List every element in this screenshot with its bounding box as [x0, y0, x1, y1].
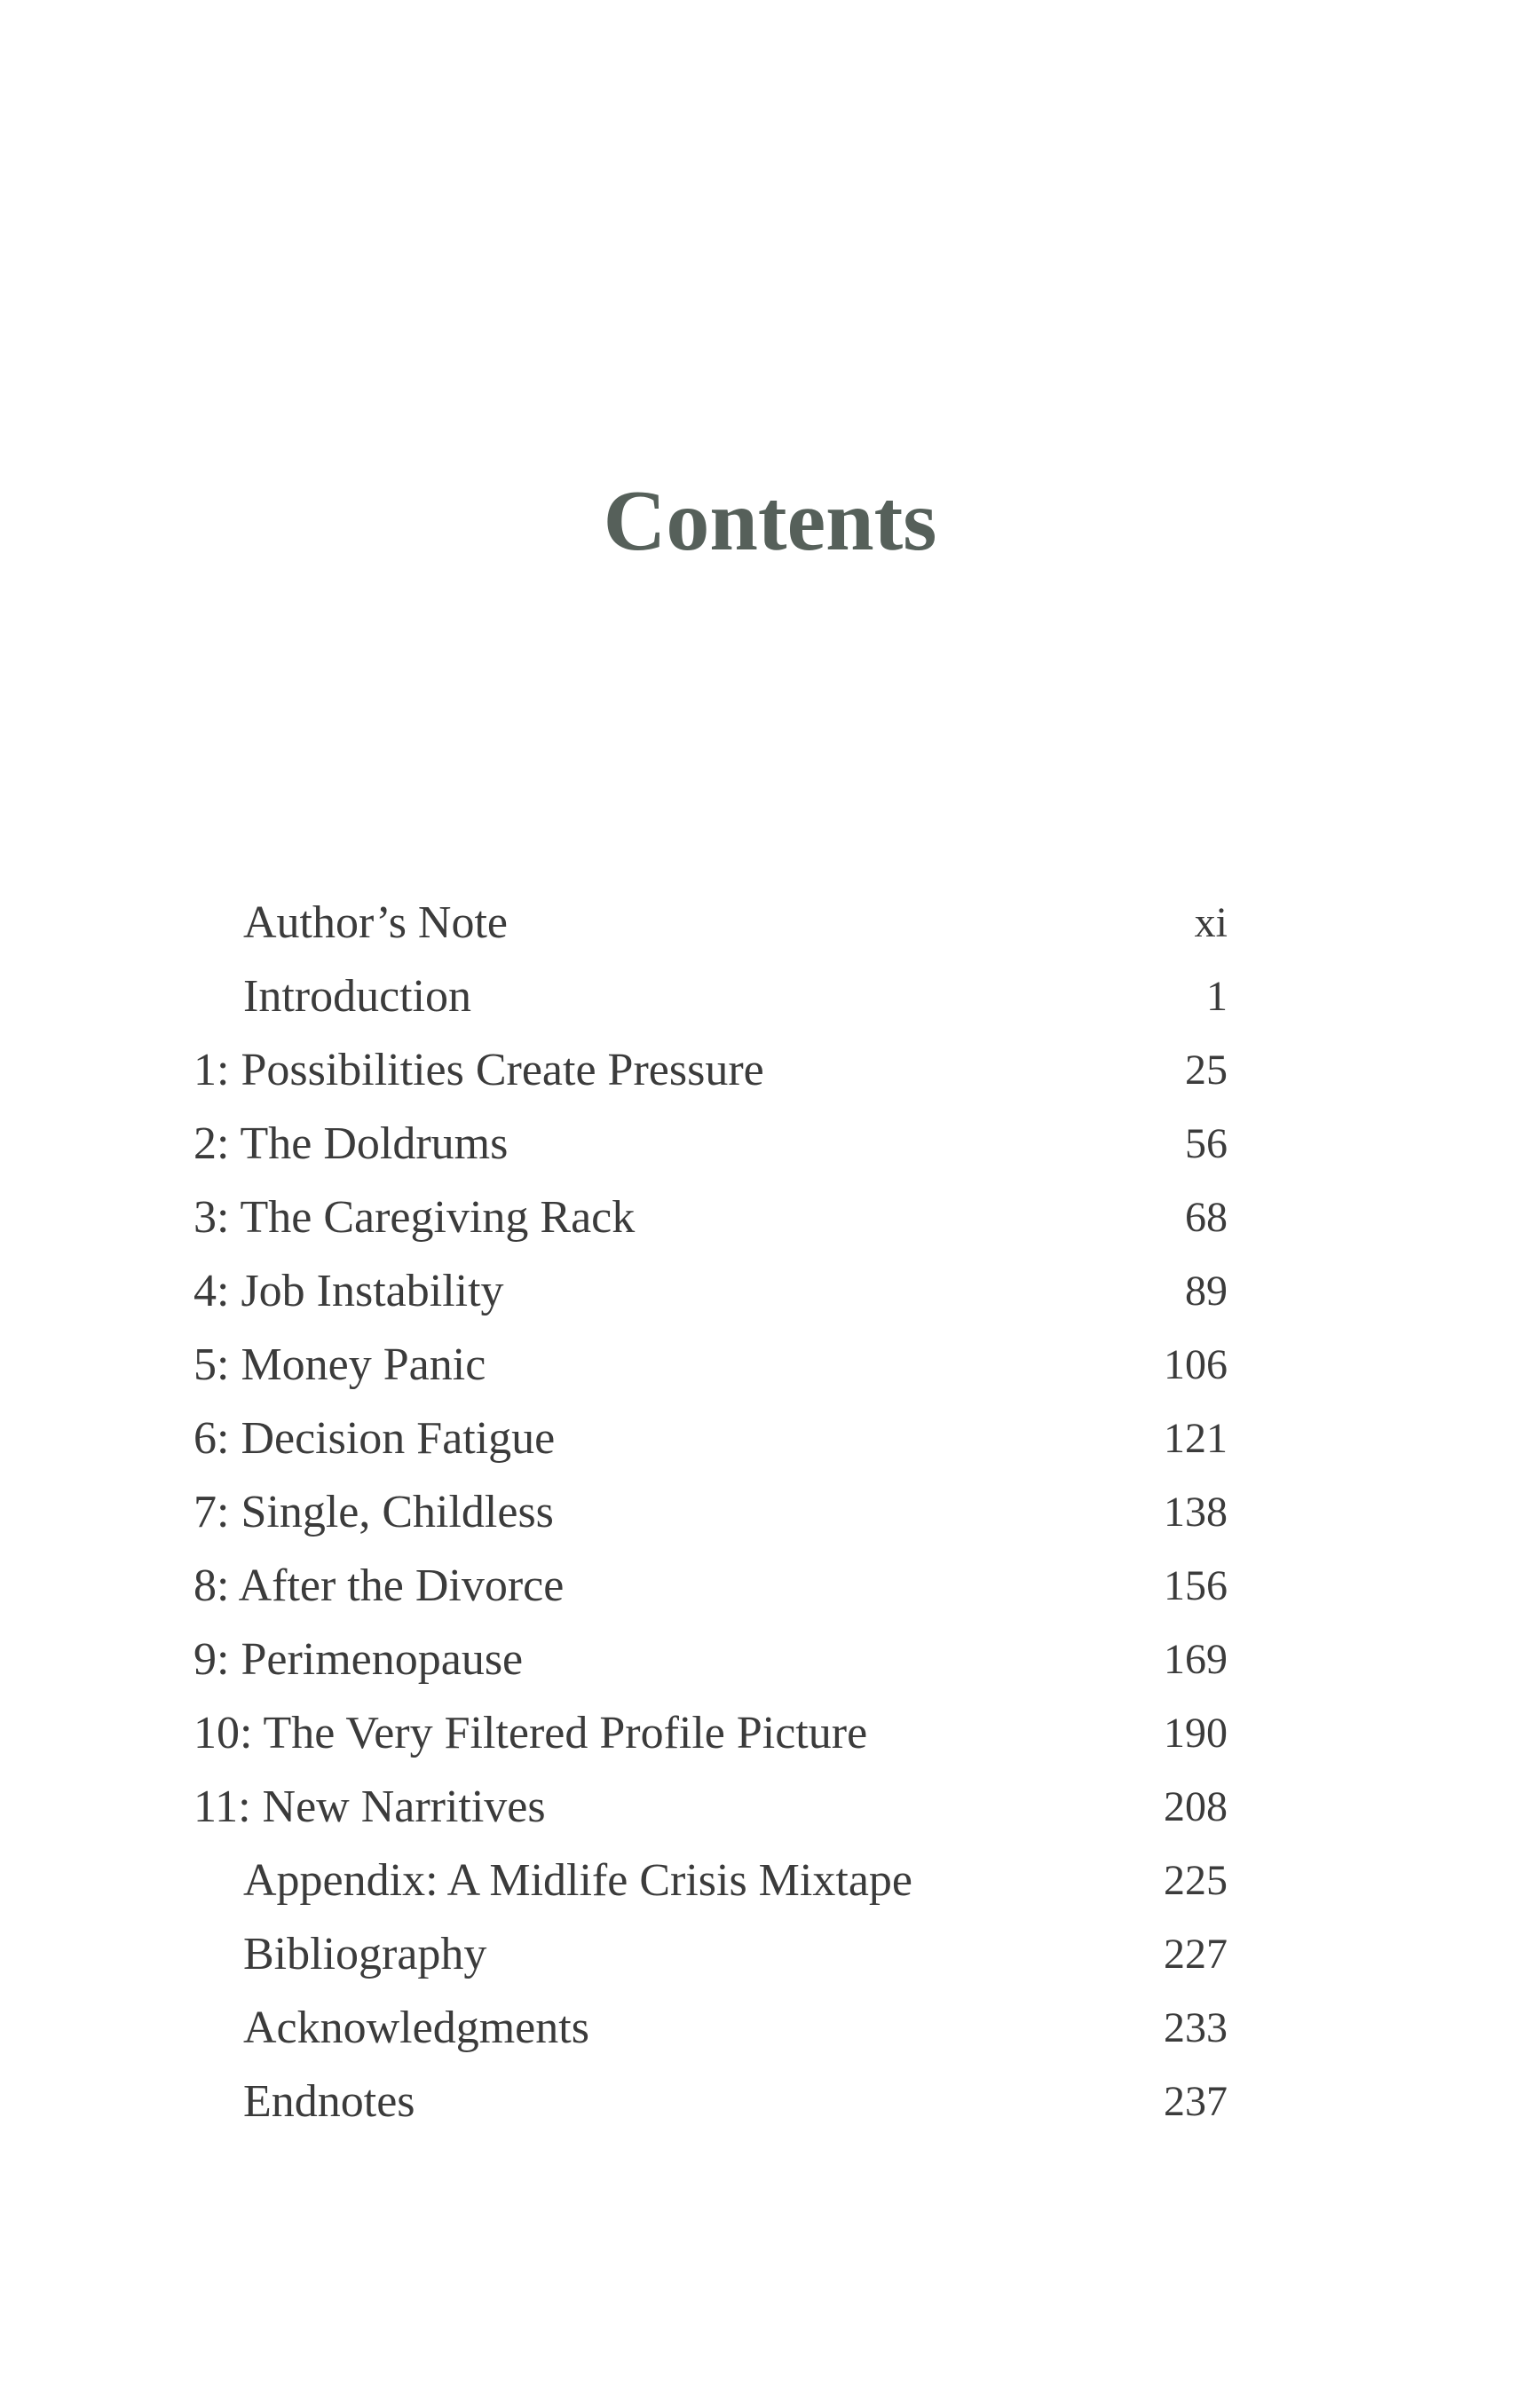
- toc-entry-page: 227: [1164, 1931, 1228, 1978]
- toc-entry-title: 8: After the Divorce: [193, 1560, 565, 1611]
- toc-entry-page: 138: [1164, 1489, 1228, 1536]
- toc-entry[interactable]: [0, 1408, 1540, 1482]
- toc-entry-title: Appendix: A Midlife Crisis Mixtape: [243, 1855, 912, 1906]
- toc-entry[interactable]: [0, 1629, 1540, 1703]
- toc-entry[interactable]: [0, 1113, 1540, 1188]
- toc-entry[interactable]: [0, 1997, 1540, 2072]
- toc-entry[interactable]: [0, 966, 1540, 1040]
- toc-entry[interactable]: [0, 1260, 1540, 1335]
- toc-entry-title: 10: The Very Filtered Profile Picture: [193, 1708, 868, 1758]
- toc-entry[interactable]: [0, 1924, 1540, 1998]
- toc-entry-page: 190: [1164, 1710, 1228, 1757]
- toc-entry[interactable]: [0, 2071, 1540, 2145]
- toc-entry-title: 2: The Doldrums: [193, 1118, 509, 1169]
- toc-entry-title: 4: Job Instability: [193, 1266, 504, 1316]
- toc-entry-page: xi: [1194, 899, 1228, 946]
- toc-entry-page: 121: [1164, 1415, 1228, 1462]
- toc-entry-title: 7: Single, Childless: [193, 1487, 554, 1537]
- toc-entry[interactable]: [0, 1334, 1540, 1409]
- toc-entry-page: 225: [1164, 1857, 1228, 1904]
- toc-entry[interactable]: [0, 1555, 1540, 1630]
- toc-entry[interactable]: [0, 1703, 1540, 1777]
- page-title: Contents: [603, 473, 937, 569]
- toc-entry-title: 1: Possibilities Create Pressure: [193, 1045, 764, 1095]
- toc-entry-title: 3: The Caregiving Rack: [193, 1192, 636, 1243]
- toc-entry[interactable]: [0, 1187, 1540, 1261]
- toc-entry-title: Introduction: [243, 971, 472, 1022]
- toc-entry-title: Bibliography: [243, 1929, 487, 1979]
- toc-entry-page: 208: [1164, 1783, 1228, 1830]
- toc-entry-title: Acknowledgments: [243, 2003, 589, 2053]
- toc-entry-title: Endnotes: [243, 2076, 415, 2127]
- toc-entry-title: 6: Decision Fatigue: [193, 1413, 556, 1464]
- toc-entry-page: 1: [1206, 973, 1228, 1020]
- toc-entry-page: 56: [1185, 1120, 1228, 1167]
- toc-entry[interactable]: [0, 1776, 1540, 1851]
- toc-entry-title: 9: Perimenopause: [193, 1634, 524, 1685]
- toc-entry-title: Author’s Note: [243, 897, 509, 948]
- toc-entry-page: 169: [1164, 1636, 1228, 1683]
- toc-entry[interactable]: [0, 892, 1540, 967]
- toc-entry-title: 5: Money Panic: [193, 1339, 486, 1390]
- toc-entry-page: 156: [1164, 1562, 1228, 1609]
- toc-entry-page: 25: [1185, 1047, 1228, 1094]
- toc-entry-page: 89: [1185, 1268, 1228, 1315]
- toc-entry[interactable]: [0, 1039, 1540, 1114]
- toc-entry-page: 106: [1164, 1341, 1228, 1388]
- toc-entry[interactable]: [0, 1850, 1540, 1924]
- toc-entry[interactable]: [0, 1481, 1540, 1556]
- toc-entry-title: 11: New Narritives: [193, 1782, 546, 1832]
- toc-entry-page: 237: [1164, 2078, 1228, 2125]
- toc-entry-page: 68: [1185, 1194, 1228, 1241]
- toc-entry-page: 233: [1164, 2004, 1228, 2051]
